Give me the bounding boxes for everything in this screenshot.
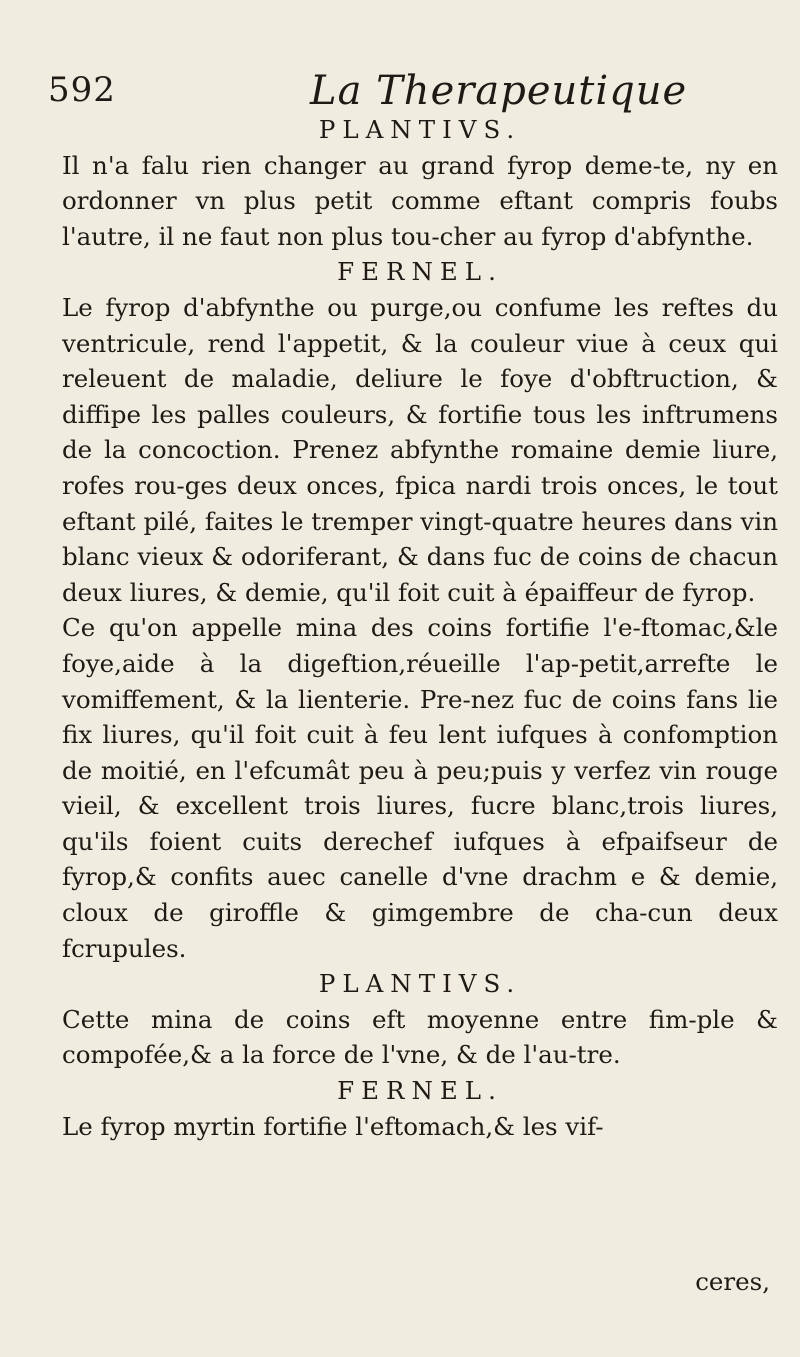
page-header — [48, 68, 768, 118]
paragraph: Ce qu'on appelle mina des coins fortifie l'e-ftomac,&le foye,aide à la digeftion,réueille l'ap-petit,arrefte le vomiffement, & la lienterie. Pre-nez fuc de coins fans lie fix liures, qu'il foit cuit à feu lent iufques à confomption de moitié, en l'efcumât peu à peu;puis y verfez vin rouge vieil, & excellent trois liures, fucre blanc,trois liures, qu'ils foient cuits derechef iufques à efpaifseur de fyrop,& confits auec canelle d'vne drachm e & demie, cloux de giroffle & gimgembre de cha-cun deux fcrupules. — [62, 613, 778, 963]
catchword: ceres, — [695, 1267, 770, 1296]
paragraph: Le fyrop myrtin fortifie l'eftomach,& les vif- — [62, 1111, 604, 1141]
running-title: La Therapeutique — [310, 68, 688, 114]
page-number: 592 — [48, 70, 116, 110]
paragraph: Il n'a falu rien changer au grand fyrop deme-te, ny en ordonner vn plus petit comme eftant compris foubs l'autre, il ne faut non plus tou-cher au fyrop d'abfynthe. — [62, 150, 778, 251]
section-heading-plantivs: PLANTIVS. — [318, 969, 522, 999]
section-heading-plantivs: PLANTIVS. — [318, 115, 522, 144]
paragraph: Le fyrop d'abfynthe ou purge,ou confume les reftes du ventricule, rend l'appetit, & la couleur viue à ceux qui releuent de maladie, deliure le foye d'obftruction, & diffipe les palles couleurs, & fortifie tous les inftrumens de la concoction. Prenez abfynthe romaine demie liure, rofes rou-ges deux onces, fpica nardi trois onces, le tout eftant pilé, faites le tremper vingt-quatre heures dans vin blanc vieux & odoriferant, & dans fuc de coins de chacun deux liures, & demie, qu'il foit cuit à épaiffeur de fyrop. — [62, 292, 778, 607]
section-heading-fernel: FERNEL. — [337, 1076, 503, 1106]
paragraph: Cette mina de coins eft moyenne entre fim-ple & compofée,& a la force de l'vne, & de l'au-tre. — [62, 1004, 778, 1070]
text-block — [62, 112, 778, 1144]
section-heading-fernel: FERNEL. — [337, 257, 503, 287]
